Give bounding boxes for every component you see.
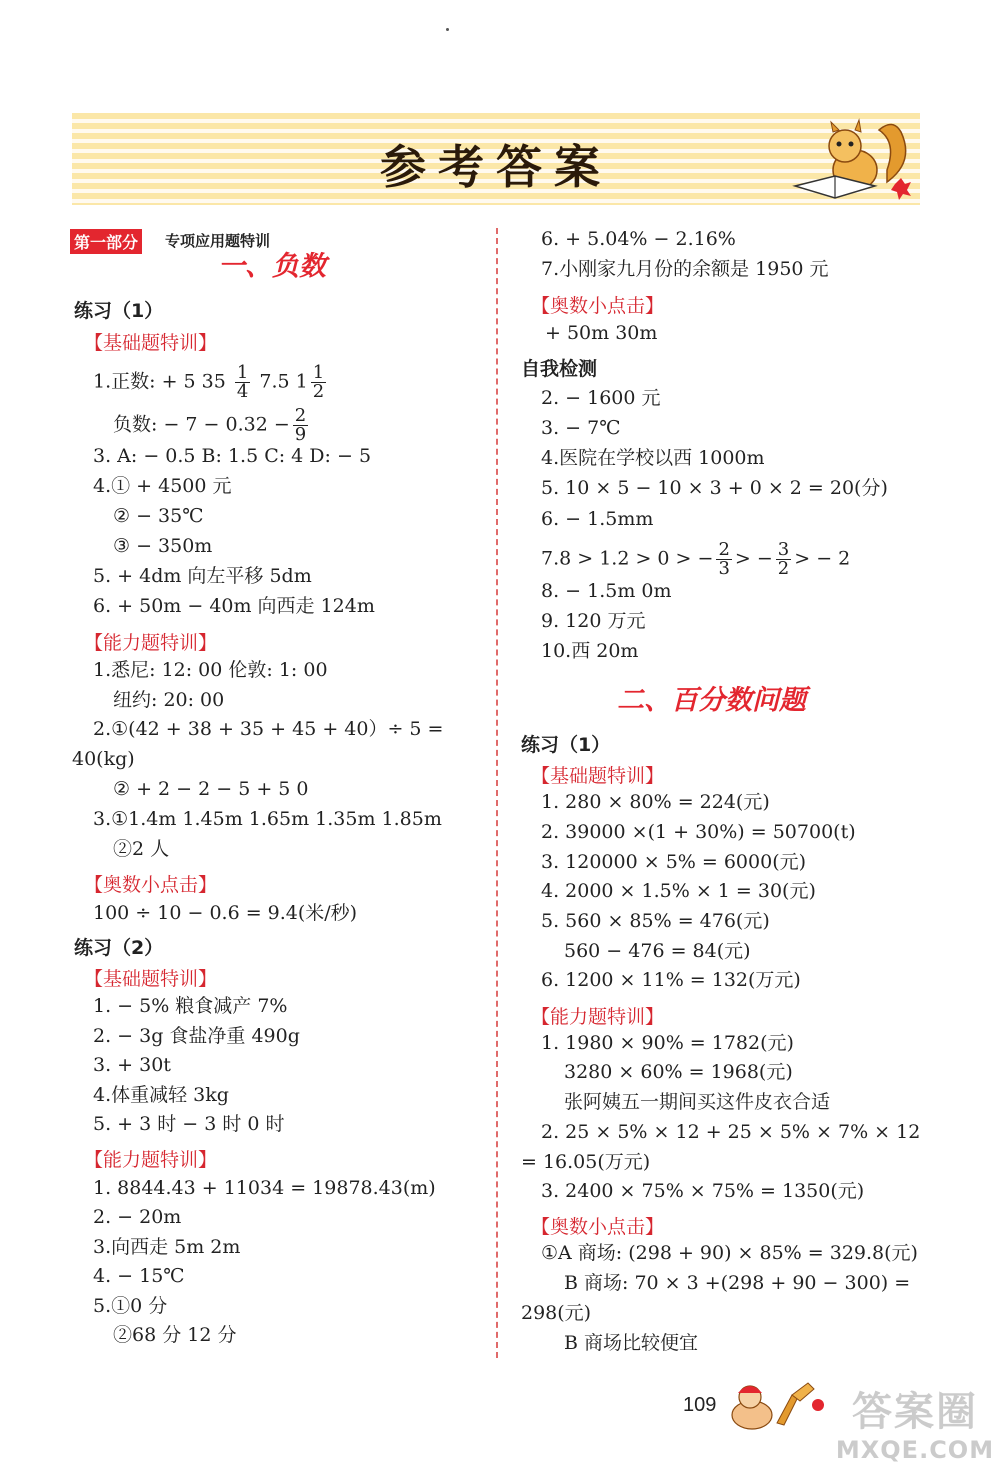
fraction: $\frac{1}{2}$: [312, 362, 325, 402]
fraction: $\frac{2}{3}$: [718, 539, 730, 579]
answer-line: ② + 2 − 2 − 5 + 5 0: [113, 778, 309, 800]
tag-basic: 【基础题特训】: [531, 765, 665, 787]
answer-text: > −: [734, 547, 773, 570]
answer-line: 4.医院在学校以西 1000m: [541, 447, 765, 469]
answer-line: 3. + 30t: [93, 1054, 171, 1076]
fraction: $\frac{3}{2}$: [777, 539, 790, 579]
tag-olympiad: 【奥数小点击】: [531, 1216, 665, 1238]
answer-line: 3. − 7℃: [541, 417, 621, 439]
answer-line: 2.①(42 + 38 + 35 + 45 + 40）÷ 5 =: [93, 718, 444, 740]
part-subtitle: 专项应用题特训: [165, 232, 271, 250]
answer-line: 9. 120 万元: [541, 610, 646, 632]
answer-line: [113, 407, 311, 444]
tag-olympiad: 【奥数小点击】: [531, 295, 665, 317]
answer-line: 1. 8844.43 + 11034 = 19878.43(m): [93, 1177, 436, 1199]
answer-line: 6. + 50m − 40m 向西走 124m: [93, 595, 375, 617]
answer-text: 7.8 > 1.2 > 0 > −: [541, 547, 714, 570]
watermark-url: MXQE.COM: [835, 1436, 995, 1464]
answer-text: > − 2: [794, 547, 851, 570]
fraction: $\frac{1}{4}$: [236, 362, 249, 402]
answer-line: 4. − 15℃: [93, 1265, 185, 1287]
answer-line: [541, 541, 850, 578]
answer-line: 2. − 1600 元: [541, 387, 661, 409]
tag-ability: 【能力题特训】: [84, 632, 218, 654]
exercise-heading: 练习（1）: [74, 300, 164, 322]
answer-line: ③ − 350m: [113, 535, 213, 557]
part-label: 第一部分: [70, 229, 142, 254]
cartoon-reader-icon: [722, 1375, 832, 1435]
answer-line: ②2 人: [113, 838, 170, 860]
answer-line: 2. 25 × 5% × 12 + 25 × 5% × 7% × 12: [541, 1121, 921, 1143]
answer-line: 5. 10 × 5 − 10 × 3 + 0 × 2 = 20(分): [541, 477, 888, 499]
banner-title: 参考答案: [380, 140, 612, 194]
tag-basic: 【基础题特训】: [84, 968, 218, 990]
answer-line: B 商场比较便宜: [564, 1332, 699, 1354]
answer-line: 560 − 476 = 84(元): [564, 940, 751, 962]
answer-text: 1.正数: + 5 35: [93, 370, 232, 393]
answer-line: [93, 364, 329, 401]
answer-line: = 16.05(万元): [521, 1151, 651, 1173]
answer-line: 2. 39000 ×(1 + 30%) = 50700(t): [541, 821, 856, 843]
answer-line: 3.向西走 5m 2m: [93, 1236, 241, 1258]
answer-line: 6. − 1.5mm: [541, 508, 654, 530]
answer-line: ②68 分 12 分: [113, 1324, 237, 1346]
answer-line: 4.① + 4500 元: [93, 475, 232, 497]
answer-line: 1. 280 × 80% = 224(元): [541, 791, 770, 813]
answer-line: 纽约: 20: 00: [113, 689, 225, 711]
answer-line: 7.小刚家九月份的余额是 1950 元: [541, 258, 829, 280]
answer-text: 7.5 1: [253, 370, 308, 393]
exercise-heading: 练习（1）: [521, 734, 611, 756]
squirrel-reading-icon: [775, 112, 923, 204]
section-title-negative: 一、负数: [218, 251, 326, 282]
answer-line: B 商场: 70 × 3 +(298 + 90 − 300) =: [564, 1272, 911, 1294]
answer-line: 3280 × 60% = 1968(元): [564, 1061, 793, 1083]
answer-line: 5. + 4dm 向左平移 5dm: [93, 565, 312, 587]
watermark: [830, 1388, 1000, 1480]
answer-line: 3. 2400 × 75% × 75% = 1350(元): [541, 1180, 865, 1202]
answer-line: 6. 1200 × 11% = 132(万元): [541, 969, 801, 991]
answer-line: 5.①0 分: [93, 1295, 168, 1317]
answer-line: 4.体重减轻 3kg: [93, 1084, 229, 1106]
tag-ability: 【能力题特训】: [531, 1006, 665, 1028]
page-number: 109: [683, 1394, 717, 1416]
answer-line: 张阿姨五一期间买这件皮衣合适: [564, 1091, 831, 1113]
answer-line: 2. − 3g 食盐净重 490g: [93, 1025, 300, 1047]
answer-line: 100 ÷ 10 − 0.6 = 9.4(米/秒): [93, 902, 358, 924]
answer-line: 3. A: − 0.5 B: 1.5 C: 4 D: − 5: [93, 445, 372, 467]
answer-line: ② − 35℃: [113, 505, 204, 527]
answer-line: 298(元): [521, 1302, 592, 1324]
answer-line: 6. + 5.04% − 2.16%: [541, 228, 736, 250]
section-title-percent: 二、百分数问题: [617, 685, 806, 716]
column-divider: [496, 228, 498, 1358]
tag-basic: 【基础题特训】: [84, 332, 218, 354]
answer-line: 2. − 20m: [93, 1206, 182, 1228]
answer-line: 4. 2000 × 1.5% × 1 = 30(元): [541, 880, 816, 902]
answer-line: ①A 商场: (298 + 90) × 85% = 329.8(元): [541, 1242, 918, 1264]
answer-line: 1. 1980 × 90% = 1782(元): [541, 1032, 794, 1054]
answer-line: 40(kg): [72, 748, 135, 770]
answer-line: 10.西 20m: [541, 640, 639, 662]
tag-ability: 【能力题特训】: [84, 1149, 218, 1171]
answer-line: 1.悉尼: 12: 00 伦敦: 1: 00: [93, 659, 328, 681]
answer-line: 1. − 5% 粮食减产 7%: [93, 995, 288, 1017]
answer-line: + 50m 30m: [545, 322, 658, 344]
tag-olympiad: 【奥数小点击】: [84, 874, 218, 896]
answer-line: 3. 120000 × 5% = 6000(元): [541, 851, 807, 873]
exercise-heading: 练习（2）: [74, 937, 164, 959]
answer-line: 3.①1.4m 1.45m 1.65m 1.35m 1.85m: [93, 808, 442, 830]
fraction: $\frac{2}{9}$: [294, 405, 307, 445]
answer-line: 8. − 1.5m 0m: [541, 580, 672, 602]
answer-text: 负数: − 7 − 0.32 −: [113, 413, 290, 436]
top-dot: [446, 28, 449, 31]
self-check-heading: 自我检测: [521, 358, 598, 380]
answer-line: 5. 560 × 85% = 476(元): [541, 910, 770, 932]
answer-line: 5. + 3 时 − 3 时 0 时: [93, 1113, 285, 1135]
watermark-logo: 答案圈: [852, 1389, 978, 1435]
